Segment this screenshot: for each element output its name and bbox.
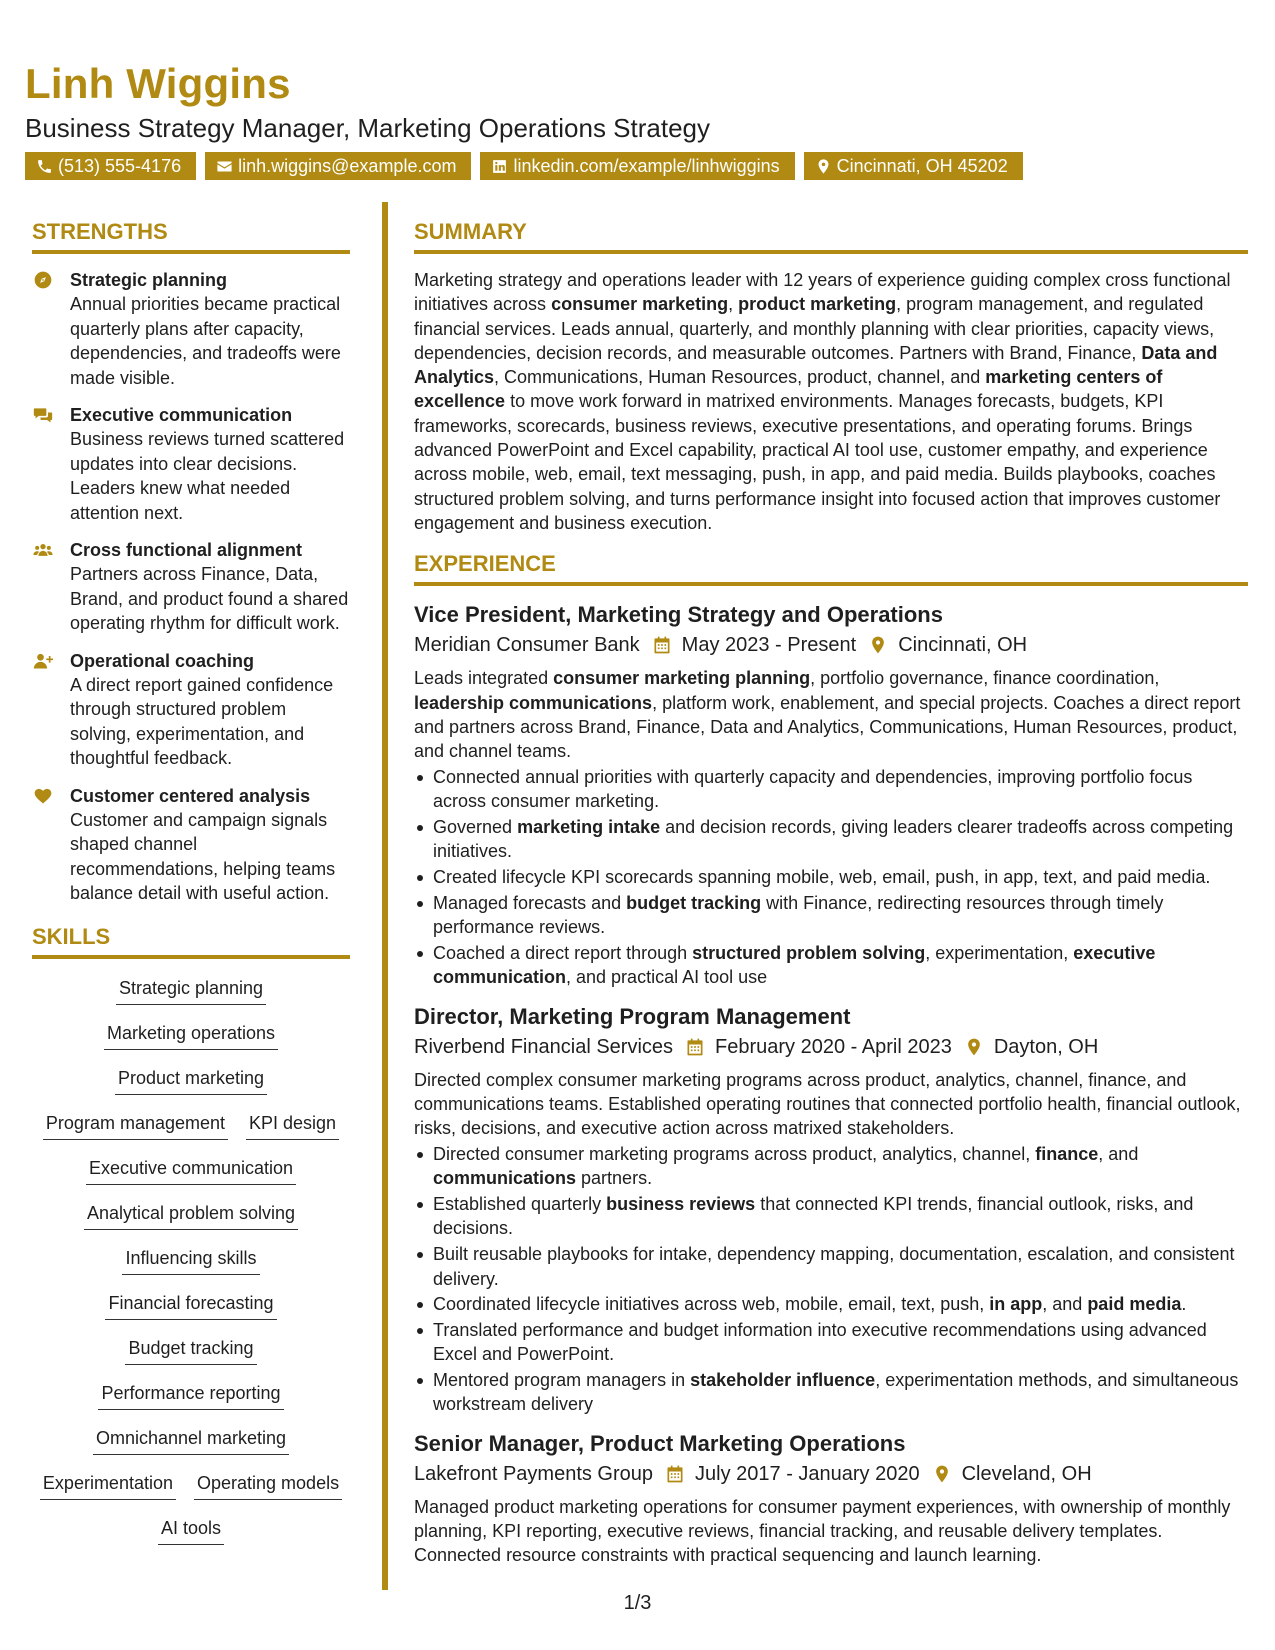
candidate-name: Linh Wiggins [25,60,291,107]
calendar-icon [665,1464,685,1484]
job-dates: May 2023 - Present [681,634,857,657]
strength-title: Customer centered analysis [70,785,311,806]
summary-heading: SUMMARY [414,218,1248,254]
strength-item [32,538,350,636]
list-item: Mentored program managers in stakeholder influence, experimentation methods, and simultaneous workstream delivery [414,1368,1248,1417]
job-entry [414,1429,1248,1568]
page-number: 1/3 [623,1592,652,1614]
phone-icon [36,158,53,175]
strength-title: Strategic planning [70,270,228,290]
strength-item [32,784,350,906]
list-item: Governed marketing intake and decision records, giving leaders clearer tradeoffs across competing initiatives. [414,815,1248,864]
list-item: Coordinated lifecycle initiatives across web, mobile, email, text, push, in app, and paid media. [414,1292,1248,1316]
skill-row [158,1515,224,1560]
job-bullets [414,765,1248,990]
strength-item [32,268,350,390]
strength-description: A direct report gained confidence through structured problem solving, experimentation, and thoughtful feedback. [70,674,334,768]
list-item: Created lifecycle KPI scorecards spanning mobile, web, email, push, in app, text, and paid media. [414,865,1248,889]
people-group-icon [32,540,54,560]
strength-item [32,649,350,771]
skill-row [122,1245,259,1290]
heart-icon [32,786,54,806]
bold-keyword: marketing centers of excellence [414,367,1163,412]
bold-keyword: paid media [1087,1294,1182,1315]
skill-tag: Marketing operations [104,1020,278,1050]
bold-keyword: structured problem solving [692,943,926,964]
bold-keyword: executive communication [433,943,1156,988]
bold-keyword: budget tracking [626,892,762,913]
job-title: Senior Manager, Product Marketing Operations [414,1430,906,1456]
envelope-icon [216,158,233,175]
contact-email[interactable] [205,152,471,180]
job-location: Cincinnati, OH [898,634,1028,657]
job-title: Vice President, Marketing Strategy and Operations [414,602,943,628]
strength-description: Partners across Finance, Data, Brand, and product found a shared operating rhythm for difficult work. [70,564,349,633]
calendar-icon [685,1037,705,1057]
skill-tag: Executive communication [86,1155,296,1185]
skill-tag: Program management [43,1110,228,1140]
strength-description: Business reviews turned scattered updates into clear decisions. Leaders knew what needed attention next. [70,429,345,523]
strength-title: Operational coaching [70,650,255,671]
skill-tag: Experimentation [40,1470,176,1500]
list-item: Coached a direct report through structured problem solving, experimentation, executive communication, and practical AI tool use [414,941,1248,990]
list-item: Managed forecasts and budget tracking with Finance, redirecting resources through timely performance reviews. [414,891,1248,940]
bold-keyword: finance [1035,1144,1099,1165]
contact-email-text: linh.wiggins@example.com [238,155,457,176]
contact-location[interactable] [804,152,1023,180]
bold-keyword: consumer marketing planning [553,668,811,689]
skill-tag: Strategic planning [116,975,266,1005]
job-dates: July 2017 - January 2020 [695,1462,920,1485]
map-pin-icon [932,1464,952,1484]
compass-icon [32,270,54,290]
skill-tag: Budget tracking [125,1335,256,1365]
skill-tag: AI tools [158,1515,224,1545]
skill-row [84,1200,298,1245]
job-meta [414,1032,1248,1062]
bold-keyword: consumer marketing [551,294,729,315]
contact-bar [25,152,1023,180]
company-name: Lakefront Payments Group [414,1462,654,1485]
company-name: Meridian Consumer Bank [414,634,640,657]
skill-row [105,1290,276,1335]
contact-location-text: Cincinnati, OH 45202 [836,155,1008,176]
skill-row [98,1380,283,1425]
skills-heading: SKILLS [32,923,350,959]
contact-linkedin[interactable] [480,152,794,180]
job-meta [414,1459,1248,1489]
map-pin-icon [868,635,888,655]
map-pin-icon [815,158,832,175]
skill-tag: Omnichannel marketing [93,1425,289,1455]
list-item: Translated performance and budget information into executive recommendations using advanced Excel and PowerPoint. [414,1318,1248,1367]
strength-description: Annual priorities became practical quarterly plans after capacity, dependencies, and tradeoffs were made visible. [70,294,341,388]
list-item: Built reusable playbooks for intake, dependency mapping, documentation, escalation, and consistent delivery. [414,1242,1248,1291]
job-title: Director, Marketing Program Management [414,1003,851,1029]
bold-keyword: product marketing [738,294,897,315]
skill-row [115,1065,267,1110]
skill-row [116,975,266,1020]
contact-phone[interactable] [25,152,196,180]
bold-keyword: leadership communications [414,692,653,713]
job-location: Cleveland, OH [961,1462,1092,1485]
skill-row [43,1110,339,1155]
skill-tag: Influencing skills [122,1245,259,1275]
skill-tag: Operating models [194,1470,342,1500]
job-description: Leads integrated consumer marketing planning, portfolio governance, finance coordination, leadership communications, platform work, enablement, and special projects. Coaches a direct report and partners across Brand, Finance, Data and Analytics, Communications, Human Resources, product, and channel teams. [414,668,1241,762]
candidate-headline: Business Strategy Manager, Marketing Operations Strategy [25,113,711,143]
job-entry [414,1002,1248,1417]
summary-text: Marketing strategy and operations leader with 12 years of experience guiding complex cross functional initiatives across consumer marketing, product marketing, program management, and regulated financial services. Leads annual, quarterly, and monthly planning with clear priorities, capacity views, dependencies, decision records, and measurable outcomes. Partners with Brand, Finance, Data and Analytics, Communications, Human Resources, product, channel, and marketing centers of excellence to move work forward in matrixed environments. Manages forecasts, budgets, KPI frameworks, scorecards, business reviews, executive presentations, and operating forums. Brings advanced PowerPoint and Excel capability, practical AI tool use, customer empathy, and experience across mobile, web, email, text messaging, push, in app, and paid media. Builds playbooks, coaches structured problem solving, and turns performance insight into focused action that improves customer engagement and business execution. [414,270,1231,533]
experience-heading: EXPERIENCE [414,550,1248,586]
list-item: Connected annual priorities with quarterly capacity and dependencies, improving portfolio focus across consumer marketing. [414,765,1248,814]
skill-tag: Analytical problem solving [84,1200,298,1230]
skills-list [32,973,350,1560]
calendar-icon [652,635,672,655]
strengths-heading: STRENGTHS [32,218,350,254]
chat-bubbles-icon [32,405,54,425]
bold-keyword: business reviews [606,1194,756,1215]
skill-row [40,1470,342,1515]
strength-item [32,403,350,525]
skill-row [125,1335,256,1380]
skill-tag: Performance reporting [98,1380,283,1410]
column-divider [382,202,388,1590]
contact-linkedin-text: linkedin.com/example/linhwiggins [513,155,780,176]
job-dates: February 2020 - April 2023 [715,1035,952,1058]
skill-row [86,1155,296,1200]
bold-keyword: stakeholder influence [690,1370,876,1391]
job-entry [414,600,1248,989]
skill-row [93,1425,289,1470]
skill-tag: KPI design [246,1110,339,1140]
contact-phone-text: (513) 555-4176 [58,155,182,176]
user-plus-icon [32,651,54,671]
strength-description: Customer and campaign signals shaped channel recommendations, helping teams balance detail with useful action. [70,809,336,903]
experience-list [414,600,1248,1567]
company-name: Riverbend Financial Services [414,1035,674,1058]
job-description: Directed complex consumer marketing programs across product, analytics, channel, finance, and communications teams. Established operating routines that connected portfolio health, financial outlook, risks, decisions, and executive action across matrixed stakeholders. [414,1069,1241,1139]
linkedin-icon [491,158,508,175]
strength-title: Cross functional alignment [70,540,303,560]
strength-title: Executive communication [70,405,293,425]
job-location: Dayton, OH [993,1035,1099,1058]
right-column [414,218,1248,1580]
list-item: Established quarterly business reviews that connected KPI trends, financial outlook, risks, and decisions. [414,1192,1248,1241]
skill-row [104,1020,278,1065]
job-description: Managed product marketing operations for consumer payment experiences, with ownership of monthly planning, KPI reporting, executive reviews, financial tracking, and reusable delivery templates. Connected resource constraints with practical sequencing and launch learning. [414,1496,1231,1566]
bold-keyword: Data and Analytics [414,342,1218,388]
bold-keyword: marketing intake [517,817,661,838]
skill-tag: Financial forecasting [105,1290,276,1320]
job-meta [414,630,1248,660]
left-column [32,218,350,1560]
list-item: Directed consumer marketing programs across product, analytics, channel, finance, and communications partners. [414,1142,1248,1191]
job-bullets [414,1142,1248,1417]
bold-keyword: communications [433,1168,577,1189]
skill-tag: Product marketing [115,1065,267,1095]
map-pin-icon [964,1037,984,1057]
bold-keyword: in app [989,1294,1043,1315]
